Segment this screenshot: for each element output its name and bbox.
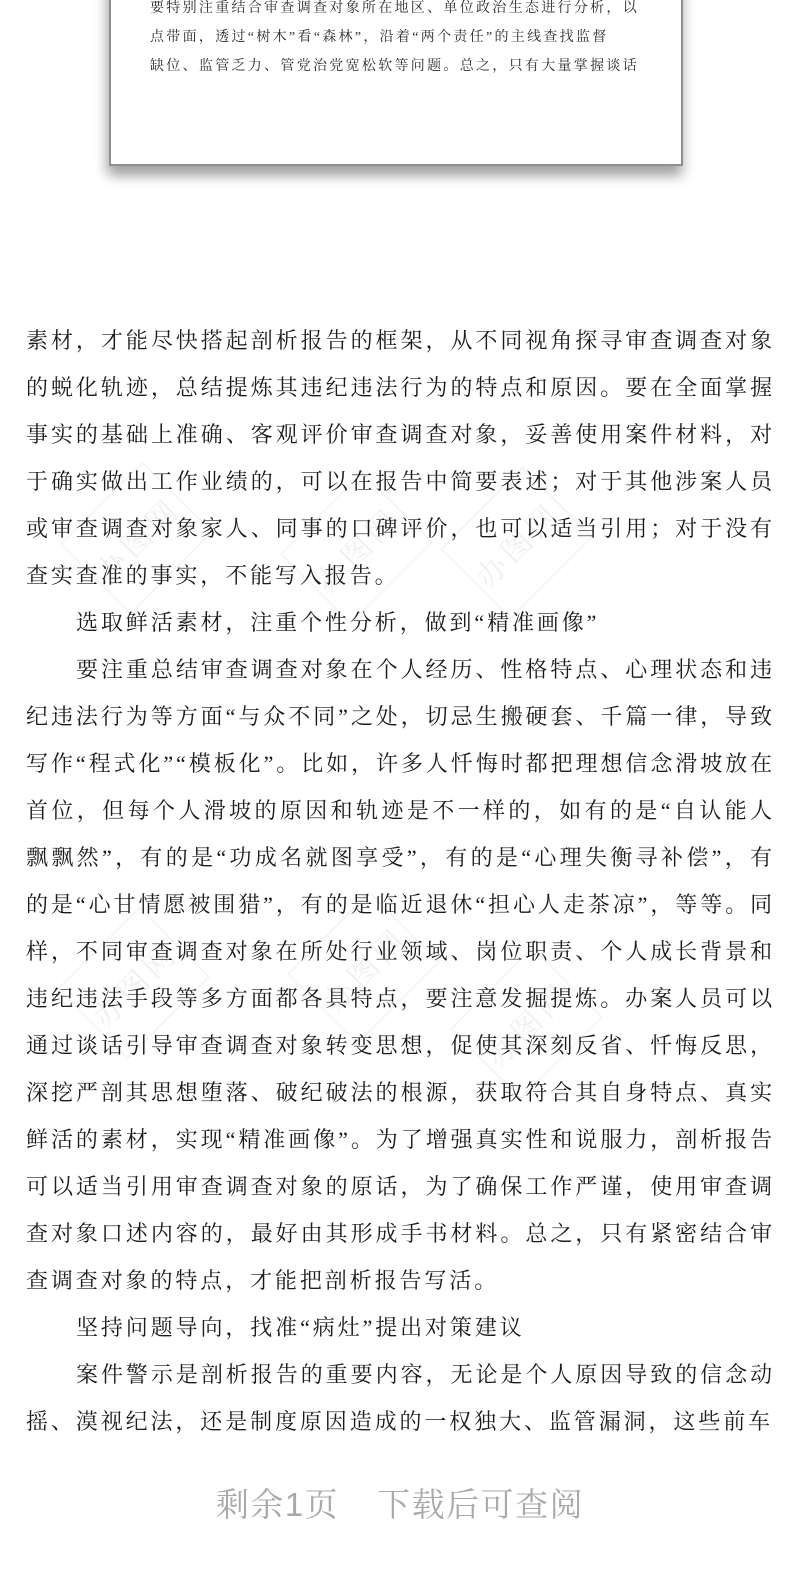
section-heading: 选取鲜活素材，注重个性分析，做到“精准画像” [76, 610, 600, 635]
page-text-line: 要特别注重结合审查调查对象所在地区、单位政治生态进行分析，以 [150, 1, 639, 16]
document-body [26, 317, 775, 1445]
download-hint-label: 下载后可查阅 [377, 1486, 585, 1523]
page-text-line: 点带面，透过“树木”看“森林”，沿着“两个责任”的主线查找监督 [150, 30, 609, 45]
remaining-pages-label: 剩余1页 [215, 1486, 340, 1523]
paragraph: 案件警示是剖析报告的重要内容，无论是个人原因导致的信念动摇、漠视纪法，还是制度原因造成的一权独大、监管漏洞，这些前车 [26, 1362, 775, 1434]
paragraph: 要注重总结审查调查对象在个人经历、性格特点、心理状态和违纪违法行为等方面“与众不同”之处，切忌生搬硬套、千篇一律，导致写作“程式化”“模板化”。比如，许多人忏悔时都把理想信念滑坡放在首位，但每个人滑坡的原因和轨迹是不一样的，如有的是“自认能人飘飘然”，有的是“功成名就图享受”，有的是“心理失衡寻补偿”，有的是“心甘情愿被围猎”，有的是临近退休“担心人走茶凉”，等等。同样，不同审查调查对象在所处行业领域、岗位职责、个人成长背景和违纪违法手段等多方面都各具特点，要注意发掘提炼。办案人员可以通过谈话引导审查调查对象转变思想，促使其深刻反省、忏悔反思，深挖严剖其思想堕落、破纪破法的根源，获取符合其自身特点、真实鲜活的素材，实现“精准画像”。为了增强真实性和说服力，剖析报告可以适当引用审查调查对象的原话，为了确保工作严谨，使用审查调查对象口述内容的，最好由其形成手书材料。总之，只有紧密结合审查调查对象的特点，才能把剖析报告写活。 [26, 657, 775, 1293]
site-watermark: 办图网 [287, 891, 440, 1044]
site-watermark: 办图网 [450, 946, 603, 1099]
previous-page-card [109, 0, 683, 166]
section-heading: 坚持问题导向，找准“病灶”提出对策建议 [76, 1315, 525, 1340]
paragraph-continuation: 素材，才能尽快搭起剖析报告的框架，从不同视角探寻审查调查对象的蜕化轨迹，总结提炼其违纪违法行为的特点和原因。要在全面掌握事实的基础上准确、客观评价审查调查对象，妥善使用案件材料，对于确实做出工作业绩的，可以在报告中简要表述；对于其他涉案人员或审查调查对象家人、同事的口碑评价，也可以适当引用；对于没有查实查准的事实，不能写入报告。 [26, 328, 775, 588]
site-watermark: 办图网 [57, 906, 210, 1059]
site-watermark: 办图网 [60, 461, 213, 614]
page-text-line: 缺位、监管乏力、管党治党宽松软等问题。总之，只有大量掌握谈话 [150, 59, 639, 74]
site-watermark: 办图网 [440, 466, 593, 619]
remaining-pages-notice [0, 1479, 800, 1526]
site-watermark: 办图网 [280, 471, 433, 624]
